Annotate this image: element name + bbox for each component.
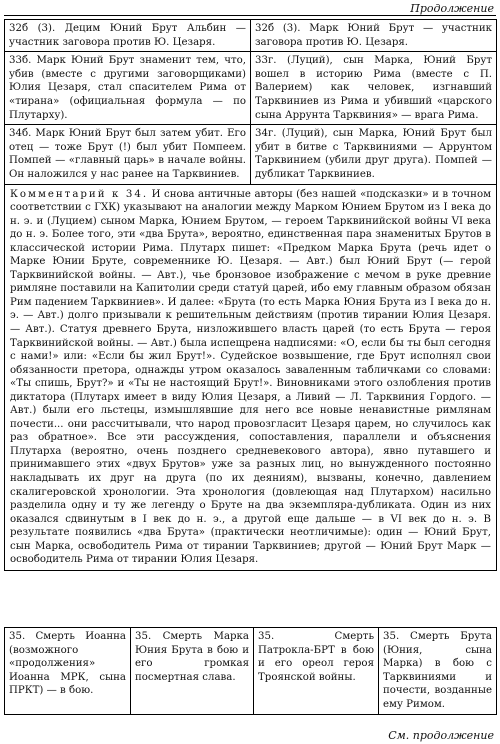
commentary-cell	[5, 184, 497, 570]
table-row	[5, 52, 497, 125]
table-row	[5, 20, 497, 52]
death-comparison-table	[4, 627, 497, 715]
commentary-text: И снова античные авторы (без нашей «подсказки» и в точном соответствии с ГХК) указывают на аналогии между Марком Юнием Брутом из I века до н. э. и (Луцием) сыном Марка, Юнием Брутом, — героем Тарквинийской войны VI века до н. э. Более того, эти «два Брута», вероятно, единственная пара знаменитых Брутов в классической истории Рима. Плутарх пишет: «Предком Марка Брута (речь идет о Марке Юнии Бруте, современнике Ю. Цезаря. — Авт.) был Юний Брут (— герой Тарквинийской войны. — Авт.), чье бронзовое изображение с мечом в руке древние римляне поставили на Капитолии среди статуй царей, ибо ему главным образом обязан Рим падением Тарквиниев». И далее: «Брута (то есть Марка Юния Брута из I века до н. э. — Авт.) долго призывали к решительным действиям (против тирании Юлия Цезаря. — Авт.). Статуя древнего Брута, низложившего власть царей (то есть Брута — героя Тарквинийской войны. — Авт.) была испещрена надписями: «О, если бы ты был сегодня с нами!» или: «Если бы жил Брут!». Судейское возвышение, где Брут исполнял свои обязанности претора, однажды утром оказалось заваленным табличками со словами: «Ты спишь, Брут?» и «Ты не настоящий Брут!». Виновниками этого озлобления против диктатора (Плутарх имеет в виду Юлия Цезаря, а Ливий — Л. Тарквиния Гордого. — Авт.) были его льстецы, измышлявшие для него все новые ненавистные римлянам почести... они рассчитывали, что народ провозгласит Цезаря царем, но случилось как раз обратное». Все эти рассуждения, сопоставления, параллели и объяснения Плутарха (вероятно, очень позднего средневекового автора), явно путавшего и принимавшего этих «двух Брутов» уже за разных лиц, но вынужденного постоянно накладывать их друг на друга (по их деяниям), вызваны, конечно, давлением скалигеровской хронологии. Эта хронология (довлеющая над Плутархом) насильно разделила одну и ту же легенду о Бруте на два экземпляра-дубликата. Один из них оказался сдвинутым в I век до н. э., а другой еще дальше — в VI век до н. э. В результате появились «два Брута» (практически неотличимые): один — Юний Брут, сын Марка, освободитель Рима от тирании Тарквиниев; другой — Юний Брут Марк — освободитель Рима от тирании Юлия Цезаря.	[10, 188, 492, 566]
cell-34g-right: 34г. (Луций), сын Марка, Юний Брут был убит в битве с Тарквиниями — Аррунтом Тарквинием (убили друг друга). Помпей — дубликат Тарквиниев.	[251, 125, 497, 184]
see-continuation-footer: См. продолжение	[388, 729, 494, 742]
comparison-table	[4, 19, 497, 571]
cell-33b-left: 33б. Марк Юний Брут знаменит тем, что, убив (вместе с другими заговорщиками) Юлия Цезаря, стал спасителем Рима от «тирана» (официальная формула — по Плутарху).	[5, 52, 251, 125]
cell-35-mark-brut: 35. Смерть Марка Юния Брута в бою и его громкая посмертная слава.	[131, 628, 254, 715]
cell-35-ioann: 35. Смерть Иоанна (возможного «продолжения» Иоанна МРК, сына ПРКТ) — в бою.	[5, 628, 131, 715]
table-row	[5, 184, 497, 570]
cell-35-patrokl: 35. Смерть Патрокла-БРТ в бою и его ореол героя Троянской войны.	[254, 628, 379, 715]
table-row	[5, 628, 497, 715]
cell-34b-left: 34б. Марк Юний Брут был затем убит. Его отец — тоже Брут (!) был убит Помпеем. Помпей — «главный царь» в начале войны. Он наложился у нас ранее на Тарквиниев.	[5, 125, 251, 184]
commentary-label: Комментарий к 34.	[10, 188, 149, 200]
top-rule	[4, 15, 496, 16]
continued-header: Продолжение	[410, 2, 494, 15]
table-row	[5, 125, 497, 184]
cell-35-brut-tarquin: 35. Смерть Брута (Юния, сына Марка) в бою с Тарквиниями и почести, возданные ему Римом.	[379, 628, 497, 715]
cell-32b-left: 32б (3). Децим Юний Брут Альбин — участник заговора против Ю. Цезаря.	[5, 20, 251, 52]
cell-32b-right: 32б (3). Марк Юний Брут — участник заговора против Ю. Цезаря.	[251, 20, 497, 52]
cell-33g-right: 33г. (Луций), сын Марка, Юний Брут вошел в историю Рима (вместе с П. Валерием) как человек, изгнавший Тарквиниев из Рима и убивший «царского сына Аррунта Тарквиния» — врага Рима.	[251, 52, 497, 125]
